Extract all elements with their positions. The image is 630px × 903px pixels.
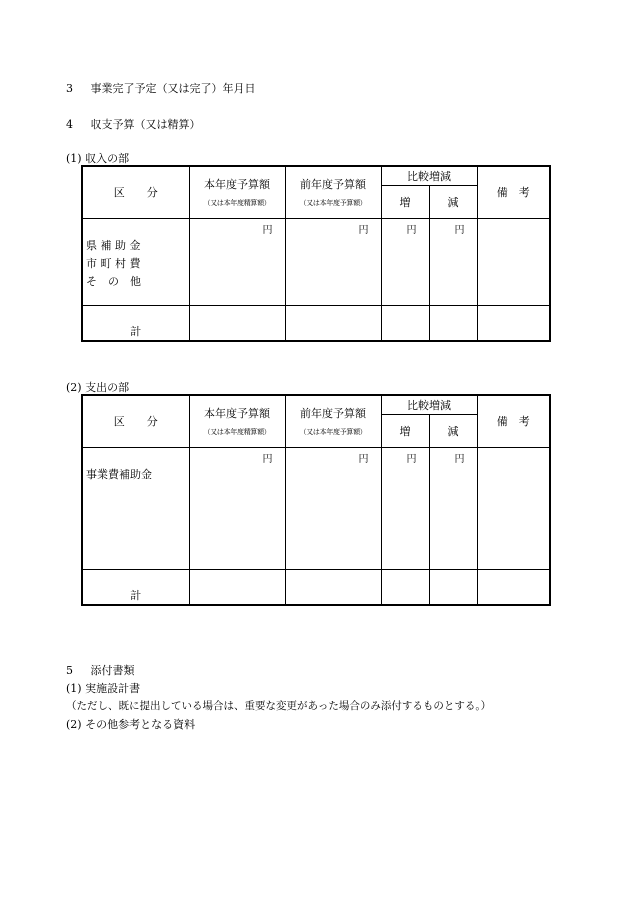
table-row [82,218,550,305]
table-row [82,447,550,569]
total-label: 計 [82,569,189,605]
header-current-sublabel: （又は本年度精算額） [203,428,271,437]
header-current-sublabel: （又は本年度精算額） [203,199,271,208]
total-cell [189,569,285,605]
header-previous-budget [285,166,381,218]
header-current-budget [189,166,285,218]
section-number: 4 [66,118,73,131]
total-cell [429,305,477,341]
table-row [82,569,550,605]
yen-unit: 円 [285,447,381,569]
list-item: 事業費補助金 [86,467,152,481]
section-number: 3 [66,82,73,95]
remarks-cell [477,447,550,569]
income-table [81,165,551,342]
total-label: 計 [82,305,189,341]
total-cell [429,569,477,605]
yen-unit: 円 [285,218,381,305]
header-compare: 比較増減 [381,395,477,414]
header-decrease: 減 [429,414,477,447]
section-title: 添付書類 [90,664,135,677]
table-row [82,305,550,341]
total-cell [477,569,550,605]
total-cell [477,305,550,341]
header-previous-label: 前年度予算額 [300,178,366,192]
total-cell [381,569,429,605]
header-previous-sublabel: （又は本年度予算額） [299,199,367,208]
attachment-note: （ただし、既に提出している場合は、重要な変更があった場合のみ添付するものとする。） [66,700,492,712]
header-previous-budget [285,395,381,447]
item-list [82,218,189,305]
section-4-heading [66,116,201,132]
section-5-heading [66,662,135,678]
section-title: 事業完了予定（又は完了）年月日 [90,82,256,95]
header-compare: 比較増減 [381,166,477,185]
header-kubun: 区 分 [82,166,189,218]
yen-unit: 円 [429,218,477,305]
header-increase: 増 [381,185,429,218]
list-item: 県 補 助 金 [86,238,141,252]
item-list [82,447,189,569]
expense-table [81,394,551,606]
attachment-item-2: (2) その他参考となる資料 [66,718,196,731]
section-number: 5 [66,664,73,677]
section-title: 収支予算（又は精算） [90,118,201,131]
total-cell [381,305,429,341]
list-item: 市 町 村 費 [86,256,141,270]
header-previous-sublabel: （又は本年度予算額） [299,428,367,437]
header-decrease: 減 [429,185,477,218]
total-cell [189,305,285,341]
header-current-label: 本年度予算額 [204,407,270,421]
yen-unit: 円 [189,447,285,569]
total-cell [285,305,381,341]
header-increase: 増 [381,414,429,447]
yen-unit: 円 [429,447,477,569]
header-remarks: 備 考 [477,166,550,218]
income-heading: (1) 収入の部 [66,152,130,165]
yen-unit: 円 [189,218,285,305]
total-cell [285,569,381,605]
list-item: そ の 他 [86,274,141,288]
attachment-item-1: (1) 実施設計書 [66,682,141,695]
section-3-heading [66,80,256,96]
header-current-budget [189,395,285,447]
header-previous-label: 前年度予算額 [300,407,366,421]
remarks-cell [477,218,550,305]
header-current-label: 本年度予算額 [204,178,270,192]
expense-heading: (2) 支出の部 [66,381,130,394]
yen-unit: 円 [381,218,429,305]
header-remarks: 備 考 [477,395,550,447]
header-kubun: 区 分 [82,395,189,447]
yen-unit: 円 [381,447,429,569]
